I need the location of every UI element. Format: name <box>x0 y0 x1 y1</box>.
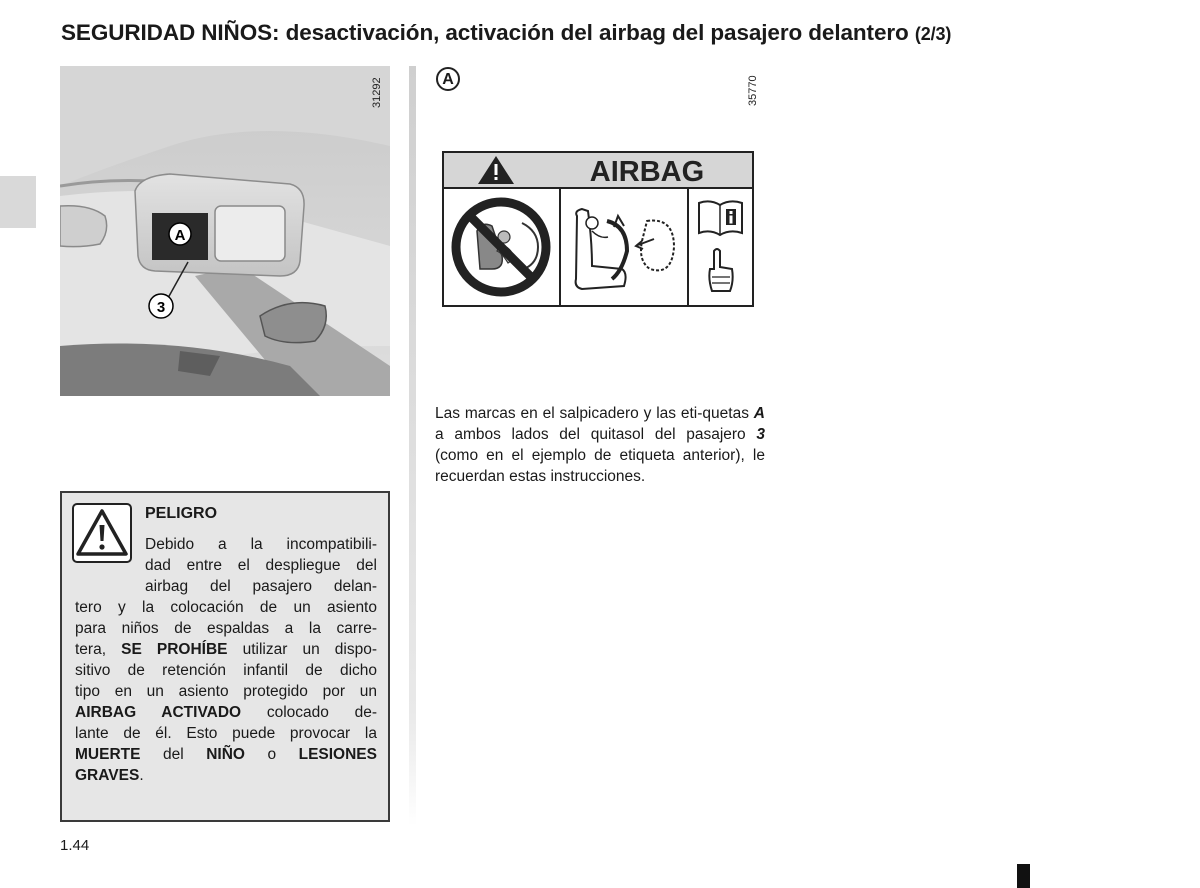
column-divider <box>409 66 416 826</box>
danger-text: Debido a la incompatibili- dad entre el despliegue del airbag del pasajero delan- tero y la colocación de un asiento para niños de espaldas a la carre- tera, SE PROHÍBE utilizar un dispo- sitivo de retención infantil de dicho tipo en un asiento protegido por un AIRBAG ACTIVADO colocado de- lante de él. Esto puede provocar la MUERTE del NIÑO o LESIONES GRAVES. <box>75 536 378 784</box>
sun-visor-photo <box>60 66 390 396</box>
image-code-right: 35770 <box>747 75 759 106</box>
airbag-warning-label <box>442 151 754 312</box>
body-paragraph: Las marcas en el salpicadero y las eti-quetas A a ambos lados del quitasol del pasajero 3 (como en el ejemplo de etiqueta anterior), le recuerdan estas instrucciones. <box>435 405 765 485</box>
visor-ref-3: 3 <box>756 426 765 443</box>
no-rear-facing-seat-icon <box>456 202 546 292</box>
airbag-heading: AIRBAG <box>589 156 705 188</box>
page-part: (2/3) <box>914 24 952 44</box>
callout-a: A <box>174 227 186 244</box>
callout-3: 3 <box>156 299 166 316</box>
page-corner-mark <box>1017 864 1030 888</box>
page-title: SEGURIDAD NIÑOS: desactivación, activación del airbag del pasajero delantero (2/3) <box>61 20 952 45</box>
section-tab <box>0 176 36 228</box>
manual-info-icon <box>699 201 742 235</box>
figure-marker-a: A <box>436 67 460 91</box>
label-ref-a: A <box>753 405 765 422</box>
page-number: 1.44 <box>60 837 90 854</box>
danger-heading: PELIGRO <box>145 505 218 522</box>
image-code-left: 31292 <box>371 77 383 108</box>
danger-warning-box <box>60 491 390 822</box>
